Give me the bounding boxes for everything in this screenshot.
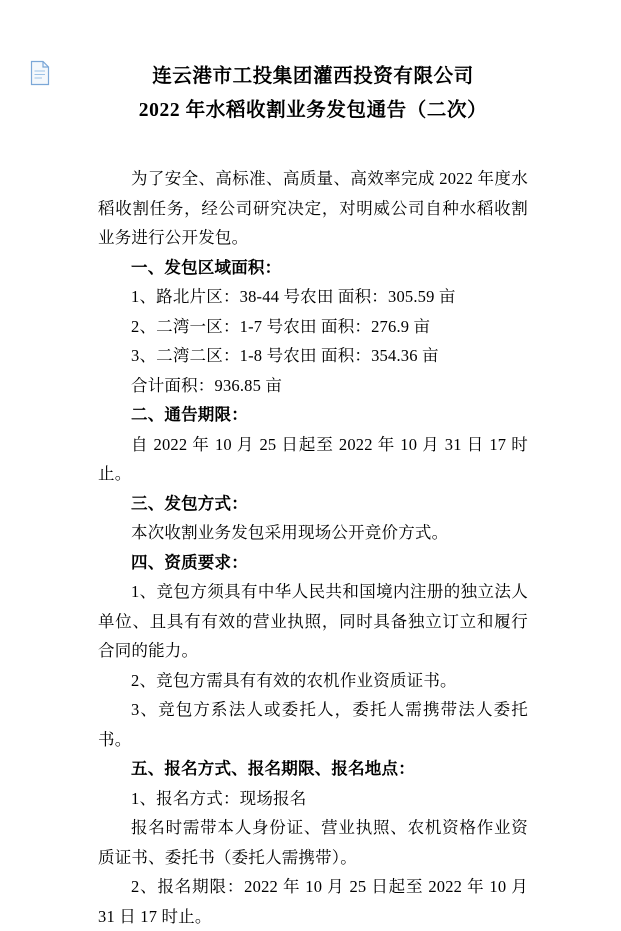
document-page-icon xyxy=(30,60,52,86)
paragraph-notice-period: 自 2022 年 10 月 25 日起至 2022 年 10 月 31 日 17 时止。 xyxy=(98,434,528,483)
heading-section-1: 一、发包区域面积： xyxy=(131,257,282,277)
paragraph-signup-documents: 报名时需带本人身份证、营业执照、农机资格作业资质证书、委托书（委托人需携带）。 xyxy=(98,818,528,867)
paragraph-signup-method: 1、报名方式：现场报名 xyxy=(131,788,307,808)
heading-section-3: 三、发包方式： xyxy=(131,493,248,513)
paragraph-area-2: 2、二湾一区：1-7 号农田 面积：276.9 亩 xyxy=(131,316,431,336)
paragraph-qualification-1: 1、竞包方须具有中华人民共和国境内注册的独立法人单位、且具有有效的营业执照，同时具备独立订立和履行合同的能力。 xyxy=(98,582,528,660)
paragraph-area-3: 3、二湾二区：1-8 号农田 面积：354.36 亩 xyxy=(131,346,439,365)
document-content xyxy=(98,60,528,931)
paragraph-contract-method: 本次收割业务发包采用现场公开竞价方式。 xyxy=(131,523,449,542)
heading-section-2: 二、通告期限： xyxy=(131,405,248,424)
paragraph-qualification-2: 2、竞包方需具有有效的农机作业资质证书。 xyxy=(131,670,457,690)
heading-section-5: 五、报名方式、报名期限、报名地点： xyxy=(131,759,415,778)
title-line-1: 连云港市工投集团灌西投资有限公司 xyxy=(152,66,474,87)
heading-section-4: 四、资质要求： xyxy=(131,552,248,572)
document-title xyxy=(98,60,528,128)
paragraph-intro: 为了安全、高标准、高质量、高效率完成 2022 年度水稻收割任务，经公司研究决定，对明威公司自种水稻收割业务进行公开发包。 xyxy=(98,169,528,247)
title-line-2: 2022 年水稻收割业务发包通告（二次） xyxy=(138,100,488,121)
paragraph-area-1: 1、路北片区：38-44 号农田 面积：305.59 亩 xyxy=(131,287,456,306)
paragraph-qualification-3: 3、竞包方系法人或委托人，委托人需携带法人委托书。 xyxy=(98,700,528,749)
paragraph-signup-period: 2、报名期限：2022 年 10 月 25 日起至 2022 年 10 月 31 日 17 时止。 xyxy=(98,877,528,926)
document-body xyxy=(98,164,528,931)
paragraph-area-total: 合计面积：936.85 亩 xyxy=(131,375,283,395)
